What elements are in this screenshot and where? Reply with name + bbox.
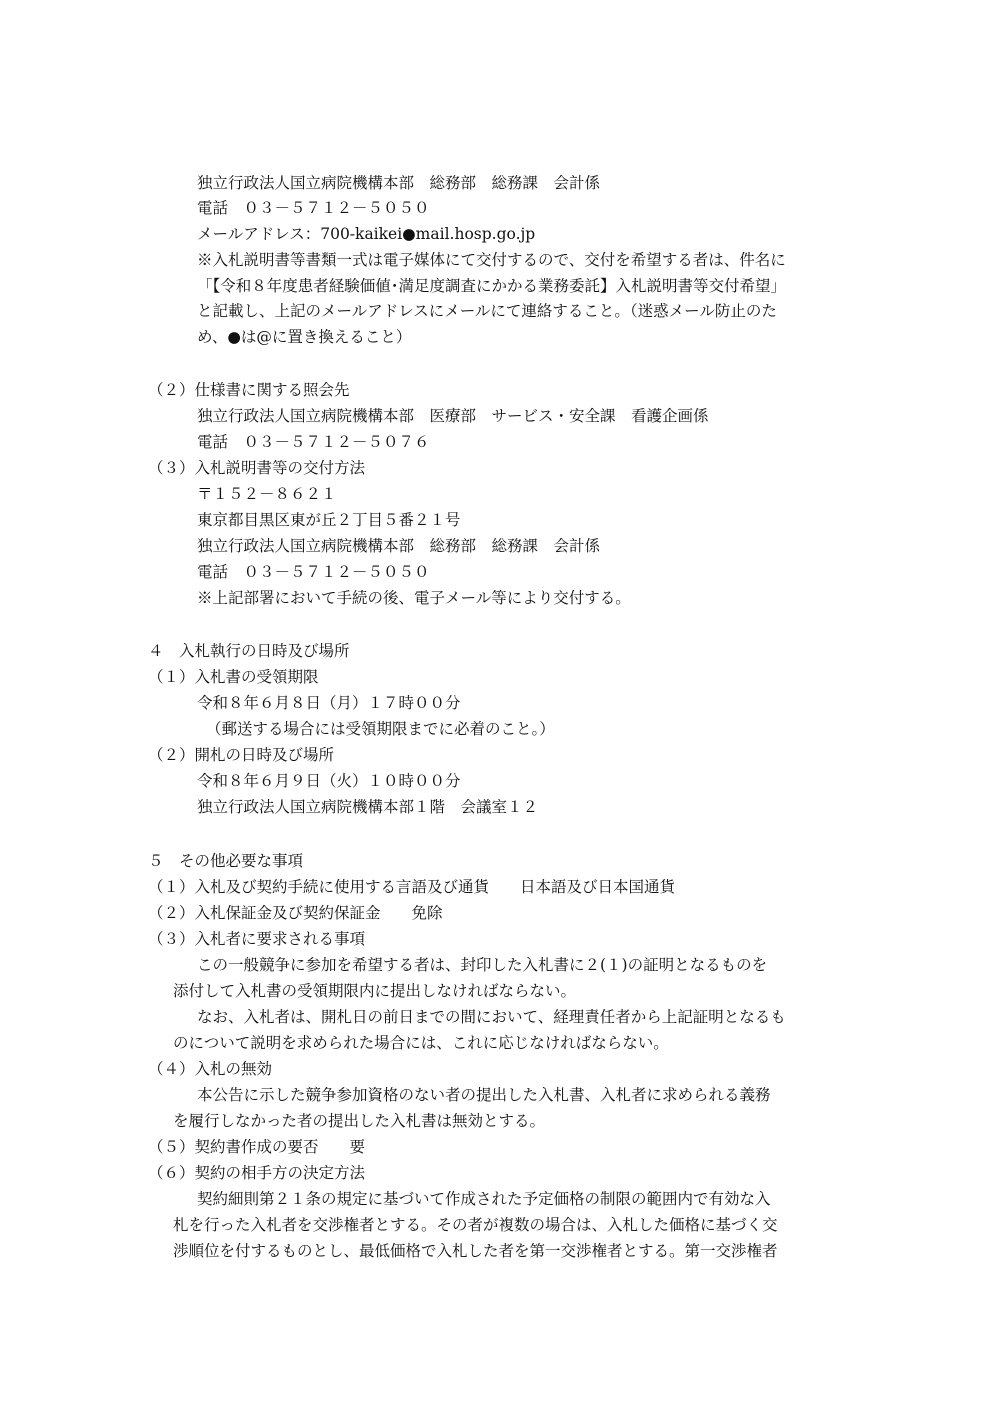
- language-currency: （１）入札及び契約手続に使用する言語及び通貨 日本語及び日本国通貨: [148, 878, 676, 896]
- distribution-phone: 電話 ０３－５７１２－５０５０: [197, 563, 430, 581]
- distribution-note: ※上記部署において手続の後、電子メール等により交付する。: [197, 589, 631, 607]
- distribution-org: 独立行政法人国立病院機構本部 総務部 総務課 会計係: [197, 537, 601, 555]
- contact-phone: 電話 ０３－５７１２－５０５０: [197, 199, 430, 217]
- award-method-l3: 渉順位を付するものとし、最低価格で入札した者を第一交渉権者とする。第一交渉権者: [173, 1242, 778, 1260]
- award-method-l2: 札を行った入札者を交渉権者とする。その者が複数の場合は、入札した価格に基づく交: [173, 1216, 778, 1234]
- bidder-requirements-p1-l1: この一般競争に参加を希望する者は、封印した入札書に２(１)の証明となるものを: [197, 956, 768, 974]
- invalid-bid-l1: 本公告に示した競争参加資格のない者の提出した入札書、入札者に求められる義務: [197, 1086, 771, 1104]
- contract-document: （５）契約書作成の要否 要: [148, 1138, 366, 1156]
- bid-deadline-note: （郵送する場合には受領期限までに必着のこと。）: [206, 720, 555, 738]
- distribution-address: 東京都目黒区東が丘２丁目５番２１号: [197, 511, 461, 529]
- award-method-heading: （６）契約の相手方の決定方法: [148, 1164, 366, 1182]
- distribution-postal: 〒１５２－８６２１: [197, 485, 337, 503]
- bidder-requirements-p1-l2: 添付して入札書の受領期限内に提出しなければならない。: [173, 982, 577, 1000]
- bidder-requirements-p2-l2: のについて説明を求められた場合には、これに応じなければならない。: [173, 1034, 669, 1052]
- contact-note-line-4: め、●は@に置き換えること）: [197, 328, 412, 346]
- contact-note-line-3: と記載し、上記のメールアドレスにメールにて連絡すること。（迷惑メール防止のた: [197, 302, 777, 320]
- award-method-l1: 契約細則第２１条の規定に基づいて作成された予定価格の制限の範囲内で有効な入: [197, 1190, 771, 1208]
- contact-org: 独立行政法人国立病院機構本部 総務部 総務課 会計係: [197, 174, 601, 192]
- invalid-bid-l2: を履行しなかった者の提出した入札書は無効とする。: [173, 1112, 546, 1130]
- invalid-bid-heading: （４）入札の無効: [148, 1060, 273, 1078]
- section-5-heading: ５ その他必要な事項: [148, 852, 304, 870]
- spec-inquiry-org: 独立行政法人国立病院機構本部 医療部 サービス・安全課 看護企画係: [197, 407, 709, 425]
- section-4-heading: ４ 入札執行の日時及び場所: [148, 642, 350, 660]
- contact-note-line-1: ※入札説明書等書類一式は電子媒体にて交付するので、交付を希望する者は、件名に: [197, 251, 786, 269]
- contact-email: メールアドレス：700-kaikei●mail.hosp.go.jp: [197, 225, 536, 243]
- bid-deadline-heading: （１）入札書の受領期限: [148, 668, 319, 686]
- contact-note-line-2: 「【令和８年度患者経験価値･満足度調査にかかる業務委託】入札説明書等交付希望」: [197, 277, 787, 295]
- bidder-requirements-heading: （３）入札者に要求される事項: [148, 930, 366, 948]
- bidder-requirements-p2-l1: なお、入札者は、開札日の前日までの間において、経理責任者から上記証明となるも: [197, 1008, 786, 1026]
- opening-place: 独立行政法人国立病院機構本部１階 会議室１２: [197, 798, 539, 816]
- opening-date: 令和８年６月９日（火）１０時００分: [197, 772, 461, 790]
- bid-deadline-date: 令和８年６月８日（月）１７時００分: [197, 694, 461, 712]
- spec-inquiry-phone: 電話 ０３－５７１２－５０７６: [197, 433, 430, 451]
- opening-heading: （２）開札の日時及び場所: [148, 746, 335, 764]
- bid-bond: （２）入札保証金及び契約保証金 免除: [148, 904, 443, 922]
- distribution-heading: （３）入札説明書等の交付方法: [148, 459, 366, 477]
- spec-inquiry-heading: （２）仕様書に関する照会先: [148, 381, 350, 399]
